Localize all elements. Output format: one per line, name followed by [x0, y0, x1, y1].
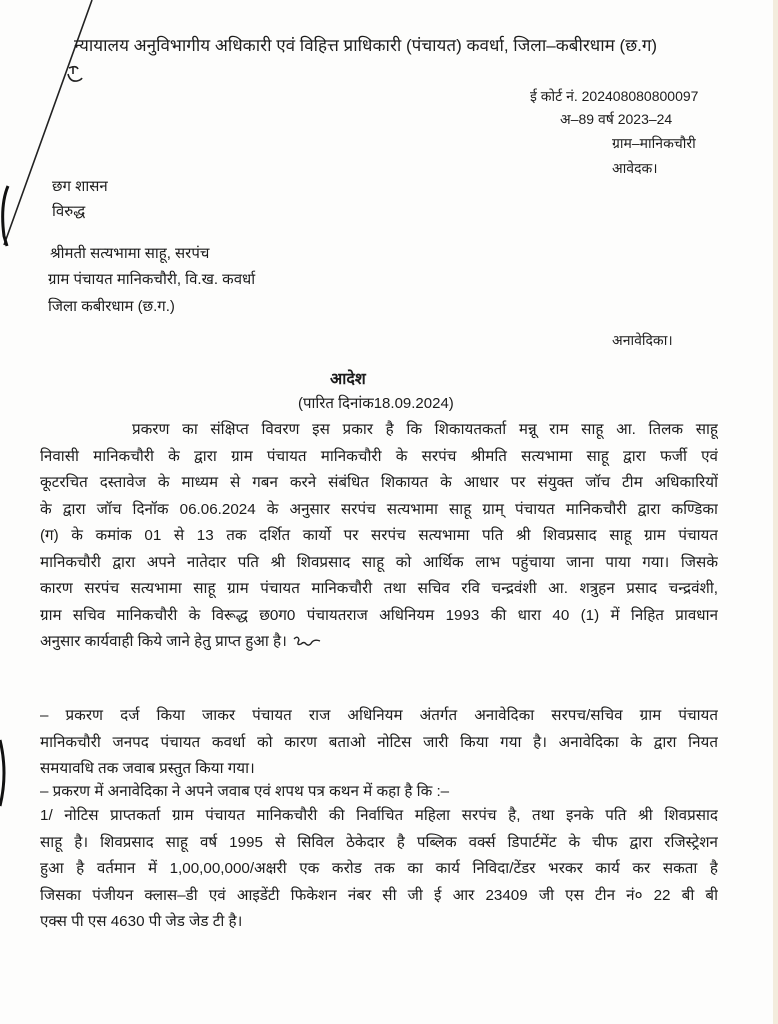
- non-applicant-label: अनावेदिका।: [612, 332, 673, 348]
- paragraph-line: – प्रकरण दर्ज किया जाकर पंचायत राज अधिनियम अंतर्गत अनावेदिका सरपच/सचिव ग्राम पंचायत: [40, 707, 718, 724]
- respondent-line: जिला कबीरधाम (छ.ग.): [48, 298, 175, 315]
- paragraph-line: कारण सरपंच सत्यभामा साहू ग्राम पंचायत मानिकचौरी तथा सचिव रवि चन्द्रवंशी आ. शत्रुहन प्रसाद चन्द्रवंशी,: [40, 580, 718, 597]
- paragraph-line: जिसका पंजीयन क्लास–डी एवं आइडेंटी फिकेशन नंबर सी जी ई आर 23409 जी एस टीन नं० 22 बी बी: [40, 886, 718, 904]
- paragraph-line: के द्वारा जॉच दिनॉक 06.06.2024 के अनुसार सरपंच सत्यभामा साहू ग्राम् पंचायत मानिकचौरी द्वारा कण्डिका: [40, 500, 718, 518]
- paragraph-line-text: अनुसार कार्यवाही किये जाने हेतु प्राप्त हुआ है।: [40, 633, 287, 650]
- applicant-party: छग शासन: [52, 178, 108, 195]
- paragraph-line: – प्रकरण में अनावेदिका ने अपने जवाब एवं शपथ पत्र कथन में कहा है कि :–: [40, 783, 450, 800]
- paragraph-line: हुआ है वर्तमान में 1,00,00,000/अक्षरी एक करोड तक का कार्य निविदा/टेंडर भरकर कार्य कर सकता है: [40, 860, 718, 877]
- paragraph-line: साहू है। शिवप्रसाद साहू वर्ष 1995 से सिविल ठेकेदार है पब्लिक वर्क्स डिपार्टमेंट के चीफ द्वारा रजिस्ट्रेशन: [40, 833, 718, 851]
- order-date: (पारित दिनांक18.09.2024): [298, 395, 454, 412]
- order-title: आदेश: [330, 371, 366, 388]
- village-name: ग्राम–मानिकचौरी: [612, 135, 696, 151]
- paragraph-reply-intro: [40, 779, 718, 806]
- applicant-label: आवेदक।: [612, 160, 658, 176]
- paragraph-line: प्रकरण का संक्षिप्त विवरण इस प्रकार है कि शिकायतकर्ता मन्नू राम साहू आ. तिलक साहू: [132, 421, 718, 438]
- paragraph-case-summary: [40, 417, 718, 656]
- paragraph-line: 1/ नोटिस प्राप्तकर्ता ग्राम पंचायत मानिकचौरी की निर्वाचित महिला सरपंच है, तथा इनके पति श्री शिवप्रसाद: [40, 807, 718, 824]
- case-year: अ–89 वर्ष 2023–24: [560, 111, 673, 127]
- paragraph-line: मानिकचौरी जनपद पंचायत कवर्धा को कारण बताओ नोटिस जारी किया गया है। अनावेदिका के द्वारा नियत: [40, 733, 718, 751]
- paragraph-line: कूटरचित दस्तावेज के माध्यम से गबन करने संबंधित शिकायत के आधार पर संयुक्त जॉच टीम अधिकारियों: [40, 474, 718, 491]
- paragraph-line: (ग) के कमांक 01 से 13 तक दर्शित कार्यो पर सरपंच सत्यभामा पति श्री शिवप्रसाद साहू ग्राम पंचायत: [40, 527, 718, 544]
- paragraph-line: मानिकचौरी द्वारा अपने नातेदार पति श्री शिवप्रसाद साहू को आर्थिक लाभ पहुंचाया जाना पाया गया। जिसके: [40, 553, 718, 571]
- versus-label: विरुद्ध: [52, 203, 86, 220]
- respondent-line: ग्राम पंचायत मानिकचौरी, वि.ख. कवर्धा: [48, 271, 256, 288]
- paragraph-notice: [40, 703, 718, 783]
- paragraph-line: ग्राम सचिव मानिकचौरी के विरूद्ध छ0ग0 पंचायतराज अधिनियम 1993 की धारा 40 (1) में निहित प्रावधान: [40, 606, 718, 624]
- paragraph-point-1: [40, 803, 718, 936]
- paragraph-line: निवासी मानिकचौरी के द्वारा ग्राम पंचायत मानिकचौरी के सरपंच श्रीमति सत्यभामा साहू द्वारा फर्जी एवं: [40, 447, 718, 465]
- ecourt-number: ई कोर्ट नं. 202408080800097: [530, 88, 699, 104]
- respondent-line: श्रीमती सत्यभामा साहू, सरपंच: [50, 245, 210, 262]
- paragraph-line-with-signature: [40, 629, 718, 656]
- page-edge-strip: [773, 0, 778, 1024]
- paragraph-line: समयावधि तक जवाब प्रस्तुत किया गया।: [40, 760, 255, 777]
- paragraph-line: एक्स पी एस 4630 पी जेड जेड टी है।: [40, 913, 243, 930]
- handwritten-initial: [64, 64, 86, 86]
- margin-arc-mark: [0, 738, 8, 808]
- court-header: न्यायालय अनुविभागीय अधिकारी एवं विहित्त प्राधिकारी (पंचायत) कवर्धा, जिला–कबीरधाम (छ.ग): [74, 36, 658, 55]
- short-signature: [293, 635, 321, 649]
